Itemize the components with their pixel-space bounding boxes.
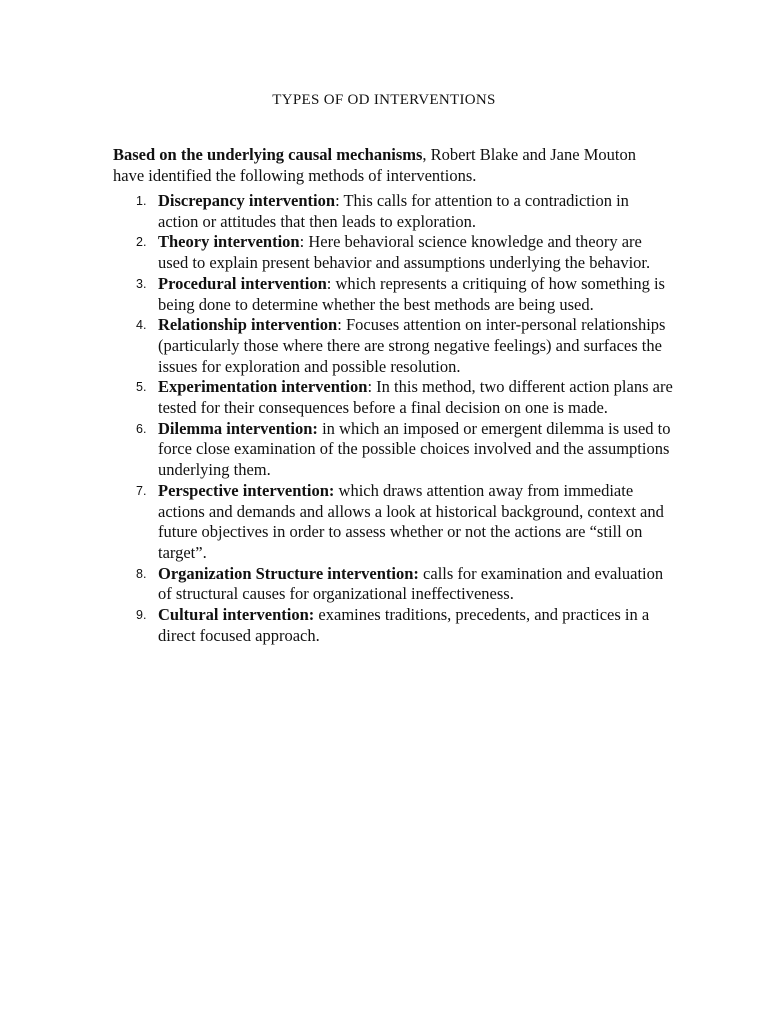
list-item <box>113 377 673 418</box>
list-item <box>113 564 673 605</box>
list-item-text: : In this method, two different action plans are tested for their consequences before a final decision on one is made. <box>158 377 673 418</box>
list-item-term: Theory intervention <box>158 232 300 252</box>
list-item-number: 3. <box>136 276 147 291</box>
intro-paragraph <box>113 144 653 186</box>
list-item-text: : Focuses attention on inter-personal relationships (particularly those where there are strong negative feelings) and surfaces the issues for exploration and possible resolution. <box>158 315 666 376</box>
list-item <box>113 605 673 646</box>
list-item-text: : This calls for attention to a contradiction in action or attitudes that then leads to exploration. <box>158 191 629 231</box>
list-item-text: : which represents a critiquing of how something is being done to determine whether the best methods are being used. <box>158 273 665 314</box>
list-item-number: 5. <box>136 380 147 395</box>
list-item-term: Cultural intervention: <box>158 605 315 625</box>
list-item <box>113 232 673 273</box>
interventions-list <box>113 191 673 646</box>
list-item-term: Procedural intervention <box>158 273 327 293</box>
intro-text: , Robert Blake and Jane Mouton have identified the following methods of interventions. <box>113 144 636 185</box>
list-item-text: in which an imposed or emergent dilemma is used to force close examination of the possible choices involved and the assumptions underlying them. <box>158 418 671 480</box>
list-item <box>113 481 673 564</box>
list-item-number: 8. <box>136 566 147 581</box>
list-item-number: 4. <box>136 318 147 333</box>
list-item-term: Experimentation intervention <box>158 377 368 397</box>
list-item-term: Organization Structure intervention: <box>158 563 419 583</box>
list-item-text: calls for examination and evaluation of structural causes for organizational ineffectiveness. <box>158 563 664 604</box>
list-item-number: 2. <box>136 235 147 250</box>
list-item-number: 1. <box>136 194 147 208</box>
intro-bold-text: Based on the underlying causal mechanisms <box>113 144 423 164</box>
list-item-text: : Here behavioral science knowledge and theory are used to explain present behavior and assumptions underlying the behavior. <box>158 232 651 273</box>
list-item <box>113 191 673 232</box>
list-item-number: 6. <box>136 421 147 436</box>
list-item-text: examines traditions, precedents, and practices in a direct focused approach. <box>158 605 650 645</box>
list-item-term: Discrepancy intervention <box>158 191 336 210</box>
list-item-number: 7. <box>136 483 147 498</box>
list-item <box>113 419 673 481</box>
list-item-term: Dilemma intervention: <box>158 418 318 438</box>
list-item <box>113 315 673 377</box>
page-title: TYPES OF OD INTERVENTIONS <box>272 92 496 108</box>
list-item-term: Perspective intervention: <box>158 480 335 500</box>
list-item-term: Relationship intervention <box>158 315 338 335</box>
list-item <box>113 274 673 315</box>
list-item-number: 9. <box>136 608 147 623</box>
list-item-text: which draws attention away from immediate actions and demands and allows a look at historical background, context and future objectives in order to assess whether or not the actions are “still on target”. <box>158 480 664 562</box>
